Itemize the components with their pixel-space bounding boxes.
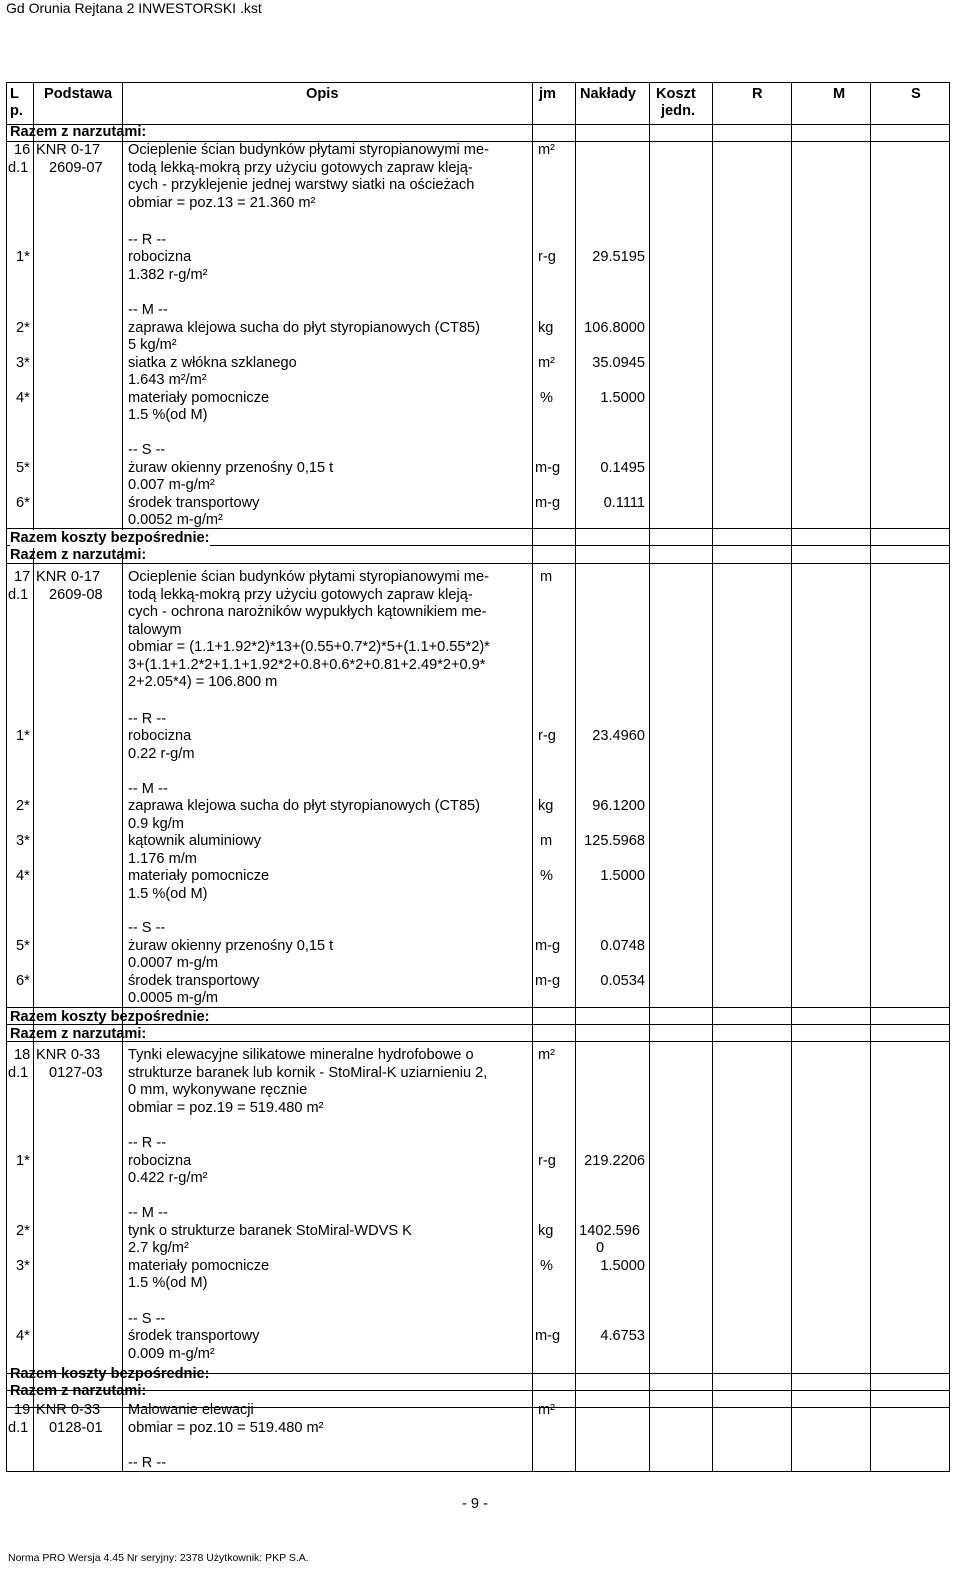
col-divider [532,83,533,1471]
row-divider [7,1390,949,1391]
basis-code: 0127-03 [49,1065,103,1081]
description-line: Ocieplenie ścian budynków płytami styropianowymi me- [128,569,489,585]
item-unit: r-g [538,728,556,744]
header-quantity: Nakłady [580,86,636,102]
header-unit-cost: Koszt [656,86,696,102]
item-quantity: 29.5195 [592,249,645,265]
description-line: 0 mm, wykonywane ręcznie [128,1082,308,1098]
item-norm: 0.422 r-g/m² [128,1170,208,1186]
description-line: obmiar = poz.19 = 519.480 m² [128,1100,324,1116]
item-norm: 2.7 kg/m² [128,1240,189,1256]
position-number-suffix: d.1 [8,1420,29,1436]
item-number: 5* [16,938,30,954]
item-unit: kg [538,798,554,814]
item-unit: kg [538,1223,554,1239]
item-name: kątownik aluminiowy [128,833,262,849]
item-number: 3* [16,355,30,371]
basis-code: 2609-07 [49,160,103,176]
item-norm: 1.643 m²/m² [128,372,207,388]
razem-koszty-label: Razem koszty bezpośrednie: [10,530,210,546]
item-name: materiały pomocnicze [128,390,270,406]
col-divider [122,83,123,1471]
basis: KNR 0-17 [36,569,101,585]
item-quantity: 0.0534 [600,973,645,989]
basis: KNR 0-33 [36,1047,101,1063]
item-name: tynk o strukturze baranek StoMiral-WDVS K [128,1223,412,1239]
item-quantity: 0.0748 [600,938,645,954]
item-norm: 1.5 %(od M) [128,1275,208,1291]
item-norm: 1.5 %(od M) [128,407,208,423]
item-quantity: 1.5000 [600,1258,645,1274]
document-title: Gd Orunia Rejtana 2 INWESTORSKI .kst [6,0,262,16]
section-heading: -- S -- [128,442,166,458]
item-norm: 0.22 r-g/m [128,746,195,762]
item-name: żuraw okienny przenośny 0,15 t [128,460,334,476]
item-quantity: 219.2206 [584,1153,645,1169]
item-name: środek transportowy [128,495,260,511]
item-unit: kg [538,320,554,336]
row-divider [7,1041,949,1042]
description-line: obmiar = (1.1+1.92*2)*13+(0.55+0.7*2)*5+(1.1+0.55*2)* [128,639,490,655]
item-unit: % [540,868,553,884]
item-norm: 1.382 r-g/m² [128,267,208,283]
item-quantity: 106.8000 [584,320,645,336]
col-divider [712,83,713,1471]
razem-narzut-label: Razem z narzutami: [10,1026,147,1042]
item-norm: 1.176 m/m [128,851,197,867]
item-number: 1* [16,1153,30,1169]
position-number: 16 [14,142,31,158]
basis: KNR 0-17 [36,142,101,158]
item-unit: m-g [535,1328,561,1344]
item-number: 2* [16,1223,30,1239]
description-line: strukturze baranek lub kornik - StoMiral-K uziarnieniu 2, [128,1065,488,1081]
col-divider [870,83,871,1471]
header-s: S [911,86,921,102]
header-basis: Podstawa [44,86,113,102]
item-quantity: 125.5968 [584,833,645,849]
item-quantity: 1402.596 [579,1223,640,1239]
description-line: obmiar = poz.10 = 519.480 m² [128,1420,324,1436]
item-quantity: 35.0945 [592,355,645,371]
item-unit: m [540,833,553,849]
section-heading: -- S -- [128,1311,166,1327]
basis-code: 2609-08 [49,587,103,603]
page-number: - 9 - [462,1496,488,1512]
unit: m² [538,1402,556,1418]
item-name: robocizna [128,1153,192,1169]
item-name: robocizna [128,728,192,744]
item-quantity: 1.5000 [600,390,645,406]
section-heading: -- R -- [128,711,167,727]
item-quantity: 0.1495 [600,460,645,476]
item-name: zaprawa klejowa sucha do płyt styropianowych (CT85) [128,798,481,814]
item-quantity: 23.4960 [592,728,645,744]
row-divider [7,563,949,564]
item-number: 6* [16,973,30,989]
unit: m² [538,1047,556,1063]
item-unit: r-g [538,1153,556,1169]
description-line: Malowanie elewacji [128,1402,254,1418]
header-description: Opis [306,86,339,102]
item-quantity: 4.6753 [600,1328,645,1344]
item-norm: 0.9 kg/m [128,816,184,832]
item-number: 3* [16,833,30,849]
item-unit: m-g [535,495,561,511]
description-line: obmiar = poz.13 = 21.360 m² [128,195,316,211]
description-line: 3+(1.1+1.2*2+1.1+1.92*2+0.8+0.6*2+0.81+2.49*2+0.9* [128,657,486,673]
header-lp: L [10,86,19,102]
item-number: 5* [16,460,30,476]
item-name: robocizna [128,249,192,265]
item-norm: 5 kg/m² [128,337,177,353]
section-heading: -- M -- [128,1205,168,1221]
item-unit: % [540,390,553,406]
item-number: 4* [16,390,30,406]
item-unit: m-g [535,973,561,989]
description-line: todą lekką-mokrą przy użyciu gotowych zapraw kleją- [128,587,473,603]
razem-narzut-label: Razem z narzutami: [10,547,147,563]
description-line: cych - ochrona narożników wypukłych kątownikiem me- [128,604,487,620]
section-heading: -- R -- [128,232,167,248]
section-heading: -- R -- [128,1135,167,1151]
basis-code: 0128-01 [49,1420,103,1436]
header-unit: jm [539,86,557,102]
item-name: środek transportowy [128,1328,260,1344]
col-divider [33,83,34,1471]
item-norm: 0.0005 m-g/m [128,990,219,1006]
col-divider [791,83,792,1471]
item-number: 1* [16,249,30,265]
col-divider [649,83,650,1471]
item-quantity: 1.5000 [600,868,645,884]
razem-koszty-label: Razem koszty bezpośrednie: [10,1366,210,1382]
footer: Norma PRO Wersja 4.45 Nr seryjny: 2378 Użytkownik: PKP S.A. [8,1552,309,1564]
item-unit: m² [538,355,556,371]
item-name: materiały pomocnicze [128,1258,270,1274]
unit: m [540,569,553,585]
item-quantity: 96.1200 [592,798,645,814]
item-norm: 0.0052 m-g/m² [128,512,223,528]
header-m: M [833,86,846,102]
item-unit: % [540,1258,553,1274]
item-number: 3* [16,1258,30,1274]
item-number: 2* [16,798,30,814]
section-heading: -- R -- [128,1455,167,1471]
position-number: 19 [14,1402,31,1418]
item-name: środek transportowy [128,973,260,989]
position-number-suffix: d.1 [8,1065,29,1081]
item-number: 4* [16,868,30,884]
item-norm: 1.5 %(od M) [128,886,208,902]
position-number: 17 [14,569,31,585]
item-norm: 0.0007 m-g/m [128,955,219,971]
item-norm: 0.009 m-g/m² [128,1346,215,1362]
item-number: 4* [16,1328,30,1344]
description-line: Ocieplenie ścian budynków płytami styropianowymi me- [128,142,489,158]
item-name: siatka z włókna szklanego [128,355,297,371]
basis: KNR 0-33 [36,1402,101,1418]
description-line: 2+2.05*4) = 106.800 m [128,674,278,690]
razem-narzut-label: Razem z narzutami: [10,1383,147,1399]
item-number: 2* [16,320,30,336]
description-line: cych - przyklejenie jednej warstwy siatki na ościeżach [128,177,475,193]
section-heading: -- M -- [128,781,168,797]
header-unit-cost2: jedn. [661,103,696,119]
description-line: Tynki elewacyjne silikatowe mineralne hydrofobowe o [128,1047,474,1063]
item-quantity-wrap: 0 [596,1240,605,1256]
section-heading: -- M -- [128,302,168,318]
item-unit: m-g [535,938,561,954]
item-name: żuraw okienny przenośny 0,15 t [128,938,334,954]
item-norm: 0.007 m-g/m² [128,477,215,493]
item-unit: r-g [538,249,556,265]
unit: m² [538,142,556,158]
section-heading: -- S -- [128,920,166,936]
description-line: talowym [128,622,182,638]
item-unit: m-g [535,460,561,476]
position-number-suffix: d.1 [8,160,29,176]
position-number-suffix: d.1 [8,587,29,603]
header-lp2: p. [10,103,23,119]
item-name: zaprawa klejowa sucha do płyt styropianowych (CT85) [128,320,481,336]
item-name: materiały pomocnicze [128,868,270,884]
item-number: 6* [16,495,30,511]
position-number: 18 [14,1047,31,1063]
item-number: 1* [16,728,30,744]
description-line: todą lekką-mokrą przy użyciu gotowych zapraw kleją- [128,160,473,176]
header-r: R [752,86,763,102]
header-divider [7,124,949,125]
item-quantity: 0.1111 [603,495,645,511]
razem-narzut-label: Razem z narzutami: [10,124,147,140]
razem-koszty-label: Razem koszty bezpośrednie: [10,1009,210,1025]
